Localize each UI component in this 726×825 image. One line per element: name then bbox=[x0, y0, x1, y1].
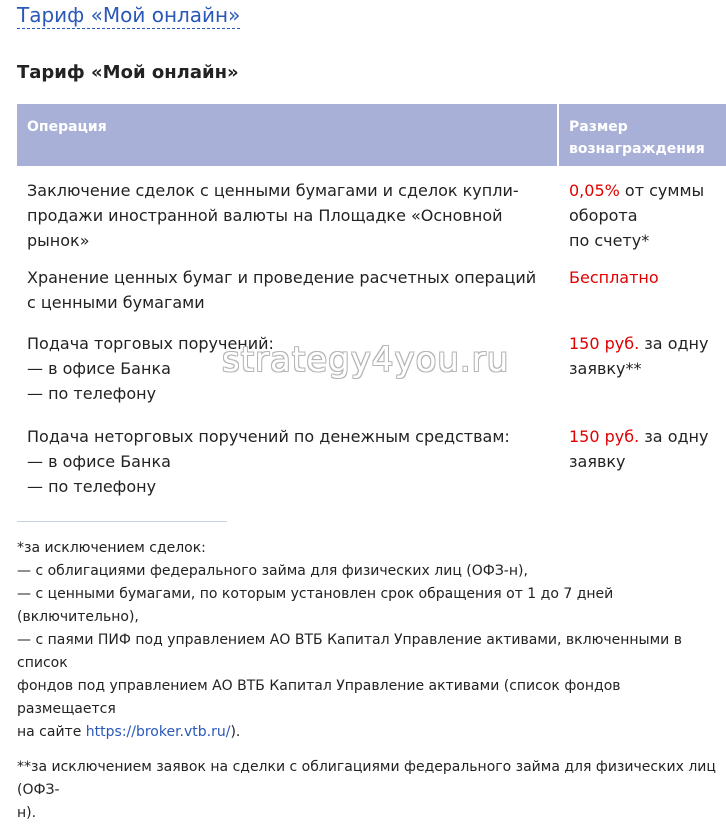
tariff-table bbox=[17, 104, 726, 499]
fee-text: оборота bbox=[569, 206, 638, 225]
footnote-divider bbox=[17, 521, 227, 522]
tariff-anchor-link[interactable]: Тариф «Мой онлайн» bbox=[17, 3, 241, 27]
fee-cell bbox=[558, 331, 726, 424]
table-row bbox=[17, 166, 726, 265]
operation-cell bbox=[17, 331, 558, 424]
fee-amount: 0,05% bbox=[569, 181, 620, 200]
operation-text: — в офисе Банка bbox=[27, 359, 171, 378]
fee-cell bbox=[558, 424, 726, 499]
footnote-line: — с паями ПИФ под управлением АО ВТБ Капитал Управление активами, включенными в список bbox=[17, 632, 682, 671]
footnotes bbox=[17, 537, 722, 825]
footnote-line: — с облигациями федерального займа для физических лиц (ОФЗ-н), bbox=[17, 563, 528, 579]
broker-site-link[interactable]: https://broker.vtb.ru/ bbox=[85, 724, 231, 740]
operation-text: — в офисе Банка bbox=[27, 452, 171, 471]
footnote-line: *за исключением сделок: bbox=[17, 540, 206, 556]
fee-text: за одну bbox=[639, 334, 709, 353]
footnote-line: н). bbox=[17, 805, 37, 821]
operation-text: Подача торговых поручений: bbox=[27, 334, 274, 353]
operation-text: продажи иностранной валюты на Площадке «Основной рынок» bbox=[27, 206, 503, 250]
operation-text: Заключение сделок с ценными бумагами и сделок купли- bbox=[27, 181, 519, 200]
fee-cell bbox=[558, 166, 726, 265]
fee-text: заявку bbox=[569, 452, 626, 471]
table-row bbox=[17, 265, 726, 331]
operation-text: с ценными бумагами bbox=[27, 293, 205, 312]
footnote-line: — с ценными бумагами, по которым установлен срок обращения от 1 до 7 дней (включительно), bbox=[17, 586, 614, 625]
operation-text: — по телефону bbox=[27, 477, 157, 496]
table-row bbox=[17, 331, 726, 424]
operation-text: Подача неторговых поручений по денежным средствам: bbox=[27, 427, 510, 446]
operation-cell bbox=[17, 166, 558, 265]
operation-cell bbox=[17, 424, 558, 499]
footnote-text: на сайте bbox=[17, 724, 86, 740]
table-row bbox=[17, 424, 726, 499]
fee-cell bbox=[558, 265, 726, 331]
table-header-row bbox=[17, 104, 726, 166]
fee-amount: 150 руб. bbox=[569, 334, 640, 353]
header-fee-line2: вознаграждения bbox=[569, 141, 705, 157]
footnote-line bbox=[17, 721, 722, 744]
header-operation: Операция bbox=[17, 104, 558, 166]
fee-amount: 150 руб. bbox=[569, 427, 640, 446]
page-heading: Тариф «Мой онлайн» bbox=[17, 62, 239, 83]
footnote-text: ). bbox=[230, 724, 241, 740]
footnote-line: фондов под управлением АО ВТБ Капитал Управление активами (список фондов размещается bbox=[17, 678, 621, 717]
footnote-line: **за исключением заявок на сделки с облигациями федерального займа для физических лиц (ОФЗ- bbox=[17, 759, 716, 798]
fee-text: по счету* bbox=[569, 231, 650, 250]
operation-text: — по телефону bbox=[27, 384, 157, 403]
watermark: strategy4you.ru bbox=[222, 340, 510, 380]
fee-text: за одну bbox=[639, 427, 709, 446]
operation-cell bbox=[17, 265, 558, 331]
fee-text: заявку** bbox=[569, 359, 642, 378]
operation-text: Хранение ценных бумаг и проведение расчетных операций bbox=[27, 268, 537, 287]
header-fee-line1: Размер bbox=[569, 119, 628, 135]
fee-text: от суммы bbox=[619, 181, 705, 200]
fee-amount: Бесплатно bbox=[569, 268, 659, 287]
header-fee bbox=[558, 104, 726, 166]
